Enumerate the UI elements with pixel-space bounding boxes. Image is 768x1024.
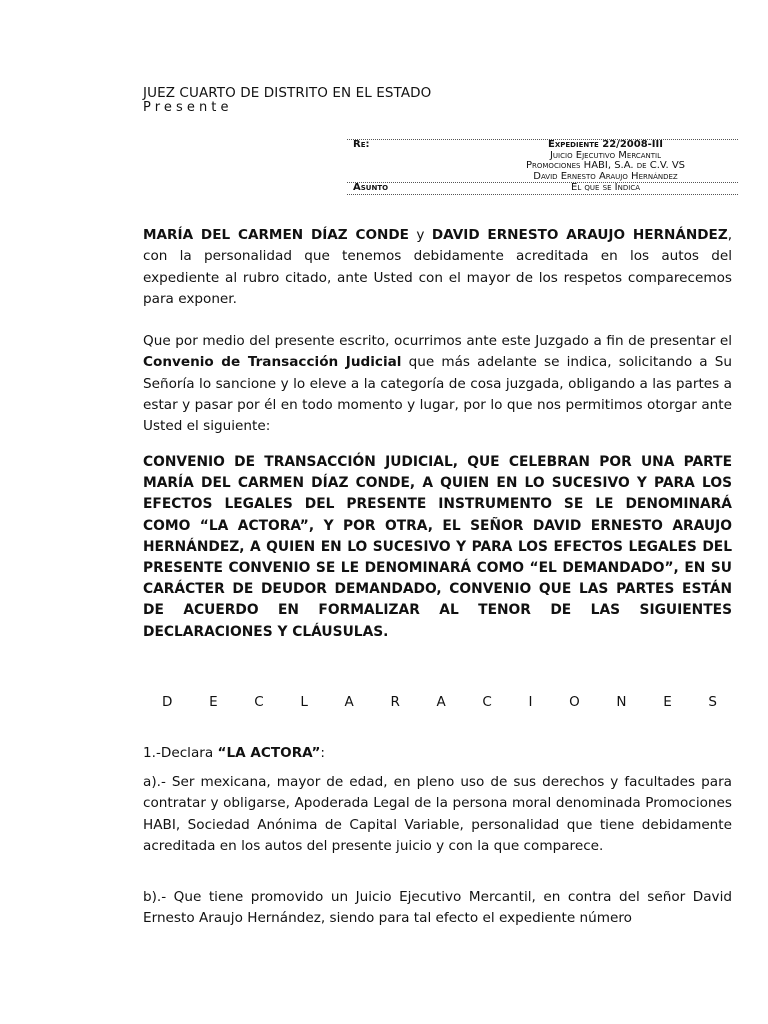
parte-actora: Promociones HABI, S.A. de C.V. VS	[525, 160, 686, 172]
intro-text: , con la personalidad que tenemos debidamente acreditada en los autos del expediente al rubro citado, ante Usted con el mayor de los respetos comparecemos para exponer.	[143, 227, 733, 307]
heading-letter: D	[162, 694, 173, 710]
compareciente-1: MARÍA DEL CARMEN DÍAZ CONDE	[143, 227, 409, 243]
request-text-start: Que por medio del presente escrito, ocurrimos ante este Juzgado a fin de presentar el	[143, 333, 732, 349]
heading-letter: E	[663, 694, 672, 710]
re-label: Re:	[353, 139, 370, 150]
heading-letter: R	[390, 694, 400, 710]
declaraciones-heading	[162, 694, 717, 710]
heading-letter: E	[209, 694, 218, 710]
declara-actora-line	[143, 743, 732, 764]
heading-letter: S	[708, 694, 717, 710]
reference-row-asunto	[347, 182, 738, 195]
convenio-heading-paragraph: CONVENIO DE TRANSACCIÓN JUDICIAL, QUE CELEBRAN POR UNA PARTE MARÍA DEL CARMEN DÍAZ CONDE, A QUIEN EN LO SUCESIVO Y PARA LOS EFECTOS LEGALES DEL PRESENTE INSTRUMENTO SE LE DENOMINARÁ COMO “LA ACTORA”, Y POR OTRA, EL SEÑOR DAVID ERNESTO ARAUJO HERNÁNDEZ, A QUIEN EN LO SUCESIVO Y PARA LOS EFECTOS LEGALES DEL PRESENTE CONVENIO SE LE DENOMINARÁ COMO “EL DEMANDADO”, EN SU CARÁCTER DE DEUDOR DEMANDADO, CONVENIO QUE LAS PARTES ESTÁN DE ACUERDO EN FORMALIZAR AL TENOR DE LAS SIGUIENTES DECLARACIONES Y CLÁUSULAS.	[143, 454, 732, 640]
parte-demandada: David Ernesto Araujo Hernández	[533, 170, 678, 182]
greeting-line: Presente	[143, 100, 233, 115]
declaracion-item-b: b).- Que tiene promovido un Juicio Ejecutivo Mercantil, en contra del señor David Ernesto Araujo Hernández, siendo para tal efecto el expediente número	[143, 889, 732, 927]
heading-letter: L	[300, 694, 308, 710]
juicio-type: Juicio Ejecutivo Mercantil	[549, 149, 661, 161]
heading-letter: I	[528, 694, 533, 710]
intro-paragraph	[143, 225, 732, 310]
asunto-label: Asunto	[353, 182, 389, 194]
heading-letter: N	[616, 694, 627, 710]
convenio-title-inline: Convenio de Transacción Judicial	[143, 354, 402, 371]
reference-block	[347, 139, 738, 195]
heading-letter: A	[344, 694, 354, 710]
declara-suffix: :	[320, 745, 325, 761]
asunto-value: El que se Indica	[571, 182, 640, 194]
la-actora-label: “LA ACTORA”	[217, 745, 321, 761]
heading-letter: C	[254, 694, 264, 710]
request-paragraph	[143, 331, 732, 437]
heading-letter: C	[482, 694, 492, 710]
reference-row-expediente	[347, 140, 738, 182]
heading-letter: O	[569, 694, 580, 710]
heading-letter: A	[436, 694, 446, 710]
addressee-line: JUEZ CUARTO DE DISTRITO EN EL ESTADO	[143, 85, 432, 101]
expediente-number: Expediente 22/2008-III	[548, 139, 663, 150]
declaracion-item-a: a).- Ser mexicana, mayor de edad, en pleno uso de sus derechos y facultades para contratar y obligarse, Apoderada Legal de la persona moral denominada Promociones HABI, Sociedad Anónima de Capital Variable, personalidad que tiene debidamente acreditada en los autos del presente juicio y con la que comparece.	[143, 774, 732, 854]
request-text-end: que más adelante se indica, solicitando a Su Señoría lo sancione y lo eleve a la categoría de cosa juzgada, obligando a las partes a estar y pasar por él en todo momento y lugar, por lo que nos permitimos otorgar ante Usted el siguiente:	[143, 354, 733, 435]
declara-prefix: 1.-Declara	[143, 745, 218, 761]
compareciente-2: DAVID ERNESTO ARAUJO HERNÁNDEZ	[431, 227, 728, 243]
intro-conjunction: y	[408, 227, 432, 243]
